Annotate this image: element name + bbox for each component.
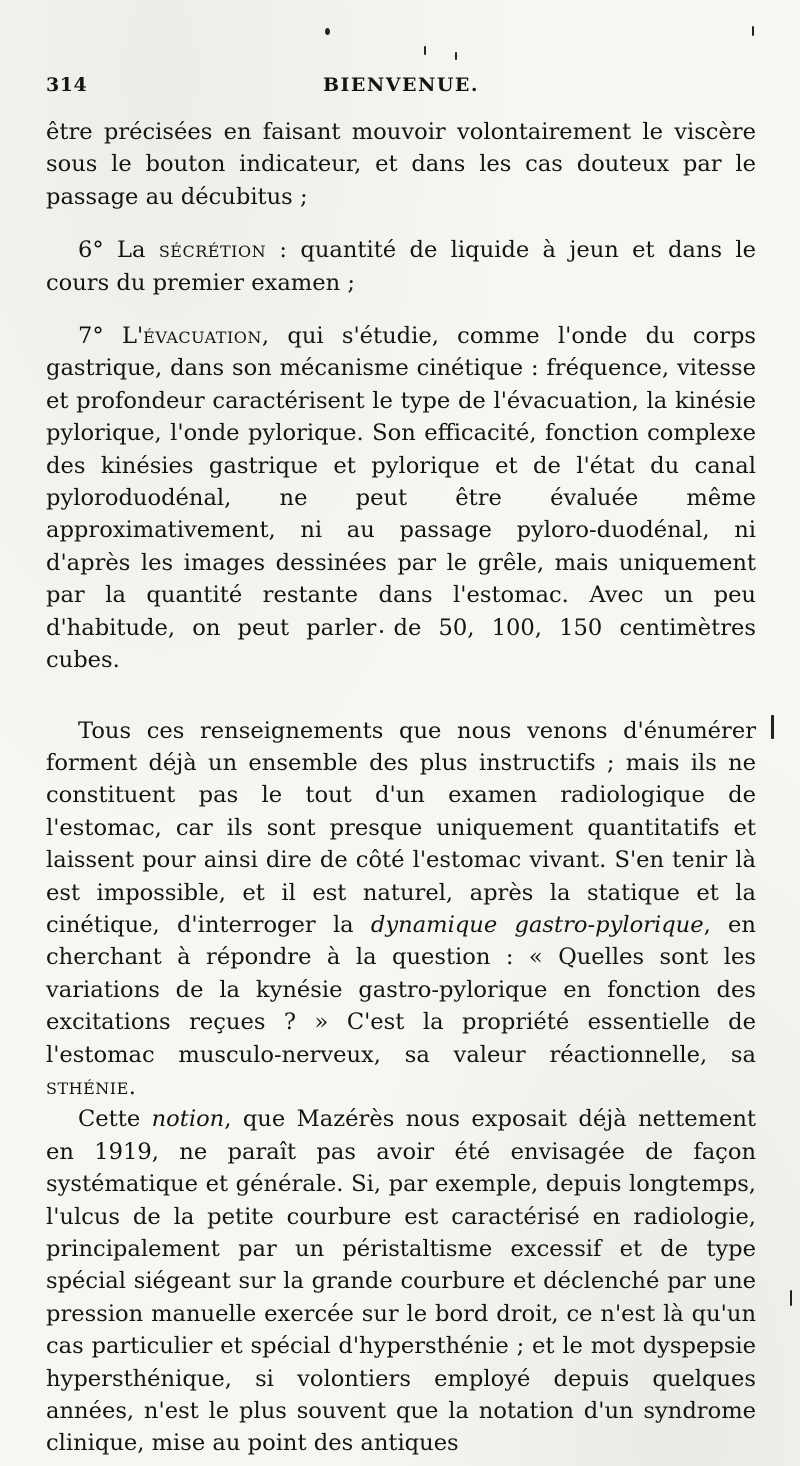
scan-speck — [790, 1290, 792, 1306]
paragraph-evacuation — [46, 320, 756, 676]
scan-speck — [325, 28, 330, 35]
paragraph-text: Tous ces renseignements que nous venons d'énumérer forment déjà un ensemble des plus instructifs ; mais ils ne constituent pas le tout d'un examen radiologique de l'estomac, car ils sont presque uniquement quantitatifs et laissent pour ainsi dire de côté l'estomac vivant. S'en tenir là est impossible, et il est naturel, après la statique et la cinétique, d'interroger la — [46, 717, 756, 938]
paragraph-gap — [46, 213, 756, 234]
italic-term: dynamique gastro-pylorique — [370, 911, 704, 938]
item-term: sécrétion — [158, 237, 267, 264]
paragraph-text: Cette — [78, 1106, 152, 1133]
scan-speck — [424, 46, 426, 55]
smallcaps-term: sthénie — [46, 1073, 129, 1100]
running-title: BIENVENUE. — [322, 74, 480, 96]
body-text — [46, 116, 756, 1460]
paragraph-dynamique — [46, 715, 756, 1104]
item-article: La — [117, 237, 146, 264]
paragraph-text: , que Mazérès nous exposait déjà nettement en 1919, ne paraît pas avoir été envisagée de façon systématique et générale. Si, par exemple, depuis longtemps, l'ulcus de la petite courbure est caractérisé en radiologie, principalement par un péristaltisme excessif et de type spécial siégeant sur la grande courbure et déclenché par une pression manuelle exercée sur le bord droit, ce n'est là qu'un cas particulier et spécial d'hypersthénie ; et le mot dyspepsie hypersthénique, si volontiers employé depuis quelques années, n'est le plus souvent que la notation d'un syndrome clinique, mise au point des antiques — [46, 1106, 756, 1457]
item-term: évacuation — [143, 323, 262, 350]
item-number: 7° — [78, 323, 104, 350]
page-number: 314 — [46, 74, 88, 96]
section-gap — [46, 677, 756, 715]
scan-speck — [771, 715, 774, 739]
item-article: L' — [121, 323, 144, 350]
scan-speck — [752, 26, 754, 36]
item-number: 6° — [78, 237, 104, 264]
paragraph-text: , en cherchant à répondre à la question : « Quelles sont les variations de la kynésie gastro-pylorique en fonction des excitations reçues ? » C'est la propriété essentielle de l'estomac musculo-nerveux, sa valeur réactionnelle, sa — [46, 911, 756, 1068]
item-text: , qui s'étudie, comme l'onde du corps gastrique, dans son mécanisme cinétique : fréquence, vitesse et profondeur caractérisent le type de l'évacuation, la kinésie pylorique, l'onde pylorique. Son efficacité, fonction complexe des kinésies gastrique et pylorique et de l'état du canal pyloroduodénal, ne peut être évaluée même approximativement, ni au passage pyloro-duodénal, ni d'après les images dessinées par le grêle, mais uniquement par la quantité restante dans l'estomac. Avec un peu d'habitude, on peut parler de 50, 100, 150 centimètres cubes. — [46, 323, 757, 674]
scan-speck — [455, 52, 457, 60]
paragraph-gap — [46, 299, 756, 320]
item-text: : quantité de liquide à jeun et dans le cours du premier examen ; — [46, 237, 756, 296]
paragraph-notion — [46, 1103, 756, 1459]
page-header — [46, 74, 756, 104]
paragraph-end: . — [128, 1073, 136, 1100]
paragraph-secretion — [46, 234, 756, 299]
italic-term: notion — [151, 1106, 225, 1133]
paragraph-continuation: être précisées en faisant mouvoir volontairement le viscère sous le bouton indicateur, et dans les cas douteux par le passage au décubitus ; — [46, 119, 756, 210]
